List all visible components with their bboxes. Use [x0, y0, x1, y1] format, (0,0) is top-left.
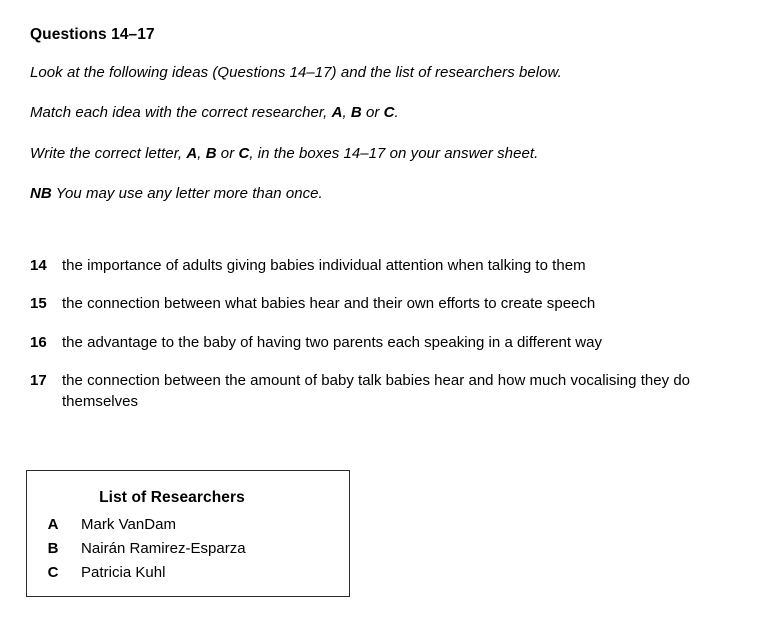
- researcher-item: [27, 513, 349, 537]
- instruction-text: ,: [197, 144, 206, 162]
- question-item: [30, 293, 760, 314]
- researcher-item: [27, 561, 349, 585]
- emphasis-letter: A: [331, 104, 343, 122]
- researcher-letter: C: [47, 564, 59, 581]
- researchers-list: [27, 513, 349, 585]
- emphasis-letter: B: [350, 104, 362, 122]
- emphasis-letter: C: [238, 144, 250, 162]
- instruction-text: Match each idea with the correct researcher,: [30, 104, 332, 122]
- instruction-text: , in the boxes 14–17 on your answer sheet.: [249, 144, 539, 162]
- instruction-text: or: [361, 104, 384, 122]
- researcher-letter: B: [47, 540, 59, 557]
- emphasis-letter: NB: [30, 184, 52, 202]
- researcher-item: [27, 537, 349, 561]
- instruction-nb-note: [30, 185, 730, 204]
- instruction-text: Write the correct letter,: [30, 144, 187, 162]
- instruction-text: ,: [342, 104, 351, 122]
- instructions-block: [30, 64, 730, 204]
- instruction-text: .: [394, 104, 399, 122]
- question-item: [30, 255, 760, 276]
- question-text: the importance of adults giving babies individual attention when talking to them: [62, 257, 586, 274]
- researchers-box-title: List of Researchers: [99, 489, 245, 506]
- instruction-look-at-ideas: [30, 64, 730, 83]
- instruction-text: or: [216, 144, 239, 162]
- researcher-name: Nairán Ramirez-Esparza: [81, 540, 246, 557]
- question-text: the advantage to the baby of having two parents each speaking in a different way: [62, 333, 603, 351]
- question-text: the connection between the amount of baby talk babies hear and how much vocalising they do themselves: [62, 371, 691, 411]
- question-number: 14: [30, 257, 47, 274]
- question-number: 15: [30, 295, 47, 313]
- instruction-write-letter: [30, 145, 730, 164]
- question-item: [30, 370, 760, 413]
- researcher-letter: A: [47, 516, 59, 533]
- emphasis-letter: A: [186, 144, 198, 162]
- researcher-name: Patricia Kuhl: [81, 564, 166, 581]
- question-list: [30, 255, 760, 412]
- emphasis-letter: C: [383, 104, 395, 122]
- question-number: 16: [30, 333, 47, 351]
- question-number: 17: [30, 371, 47, 389]
- page-title: Questions 14–17: [30, 26, 155, 43]
- question-text: the connection between what babies hear and their own efforts to create speech: [62, 295, 596, 313]
- instruction-text: Look at the following ideas (Questions 14–17) and the list of researchers below.: [30, 64, 562, 81]
- instruction-text: You may use any letter more than once.: [51, 184, 323, 202]
- question-item: [30, 332, 760, 353]
- instruction-match-idea: [30, 104, 730, 123]
- list-of-researchers-box: [26, 470, 350, 597]
- emphasis-letter: B: [205, 144, 217, 162]
- researcher-name: Mark VanDam: [81, 516, 176, 533]
